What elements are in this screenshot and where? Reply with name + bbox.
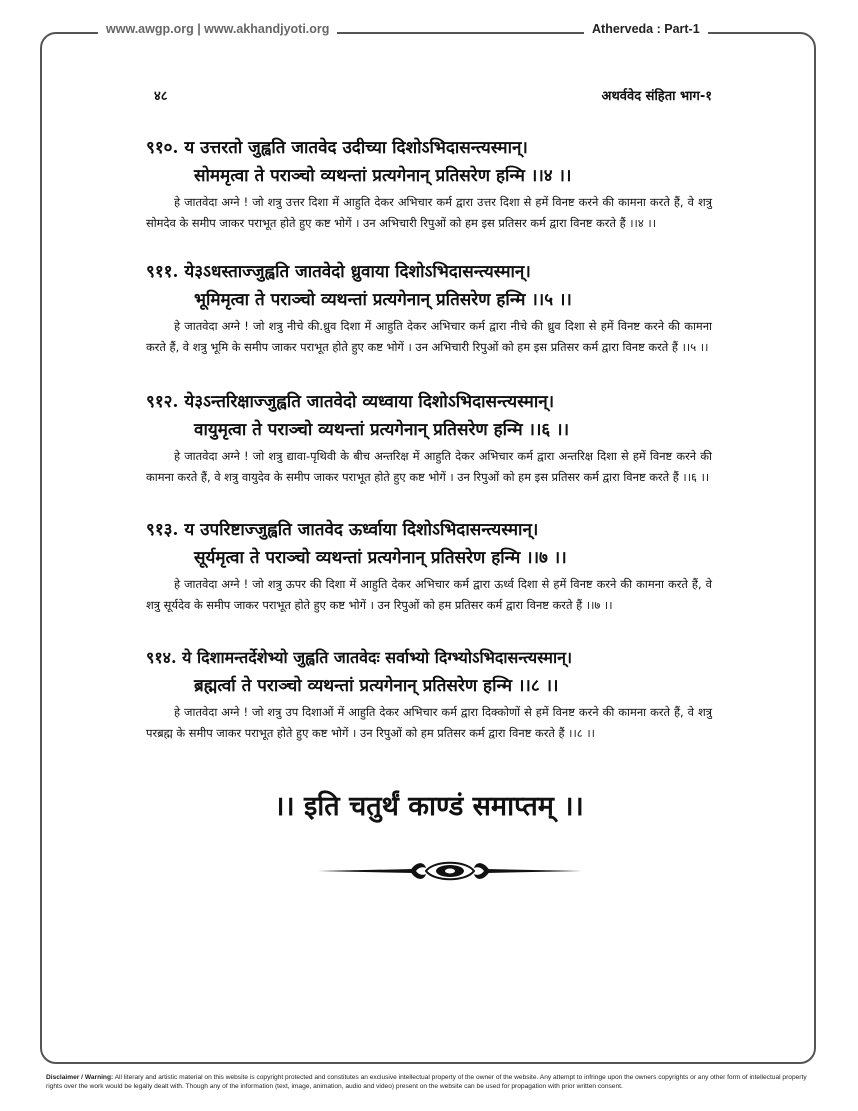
disclaimer-label: Disclaimer / Warning: (46, 1074, 114, 1081)
disclaimer-text: All literary and artistic material on this website is copyright protected and constitutes an exclusive intellectual property of the owner of the website. Any attempt to infringe upon the owners copyrights or any other form of intellectual property rights over the work would be legally dealt with. Though any of the information (text, image, animation, audio and video) present on the website can be used for propagation with prior written consent. (46, 1074, 807, 1090)
verse-translation: हे जातवेदा अग्ने ! जो शत्रु ऊपर की दिशा में आहुति देकर अभिचार कर्म द्वारा ऊर्ध्व दिशा से हमें विनष्ट करने की कामना करते हैं, वे शत्रु सूर्यदेव के समीप जाकर पराभूत होते हुए कष्ट भोगें । उन रिपुओं को हम प्रतिसर कर्म द्वारा विनष्ट करते हैं ।।७ ।। (146, 577, 712, 612)
verse-line-2: सूर्यमृत्वा ते पराञ्चो व्यथन्तां प्रत्यगेनान् प्रतिसरेण हन्मि ।।७ ।। (194, 548, 567, 568)
verse-line-2: ब्रह्मर्त्वा ते पराञ्चो व्यथन्तां प्रत्यगेनान् प्रतिसरेण हन्मि ।।८ ।। (194, 676, 559, 696)
verse-line-2: वायुमृत्वा ते पराञ्चो व्यथन्तां प्रत्यगेनान् प्रतिसरेण हन्मि ।।६ ।। (194, 420, 570, 440)
verse-line-1: ९१४. ये दिशामन्तर्देशेभ्यो जुह्वति जातवेदः सर्वाभ्यो दिग्भ्योऽभिदासन्त्यस्मान्। (146, 648, 573, 667)
verse-line-2: भूमिमृत्वा ते पराञ्चो व्यथन्तां प्रत्यगेनान् प्रतिसरेण हन्मि ।।५ ।। (194, 290, 572, 310)
verse-line-2: सोममृत्वा ते पराञ्चो व्यथन्तां प्रत्यगेनान् प्रतिसरेण हन्मि ।।४ ।। (194, 166, 572, 186)
ornament-divider-icon (318, 856, 582, 890)
kand-closing-title: ।। इति चतुर्थं काण्डं समाप्तम् ।। (274, 791, 584, 822)
verse-translation: हे जातवेदा अग्ने ! जो शत्रु उप दिशाओं में आहुति देकर अभिचार कर्म द्वारा दिक्कोणों से हमें विनष्ट करने की कामना करते हैं, वे शत्रु परब्रह्म के समीप जाकर पराभूत होते हुए कष्ट भोगें । उन रिपुओं को हम प्रतिसर कर्म द्वारा विनष्ट करते हैं ।।८ ।। (146, 705, 712, 740)
verse-911 (146, 258, 712, 358)
verse-translation: हे जातवेदा अग्ने ! जो शत्रु उत्तर दिशा में आहुति देकर अभिचार कर्म द्वारा उत्तर दिशा से हमें विनष्ट करने की कामना करते हैं, वे शत्रु सोमदेव के समीप जाकर पराभूत होते हुए कष्ट भोगें । उन अभिचारी रिपुओं को हम इस प्रतिसर कर्म द्वारा विनष्ट करते हैं ।।४ ।। (146, 195, 712, 230)
disclaimer (46, 1073, 818, 1091)
verse-914 (146, 644, 712, 744)
running-head: अथर्ववेद संहिता भाग-१ (601, 89, 712, 104)
verse-line-1: ९१०. य उत्तरतो जुह्वति जातवेद उदीच्या दिशोऽभिदासन्त्यस्मान्। (146, 138, 528, 158)
site-links[interactable]: www.awgp.org | www.akhandjyoti.org (98, 22, 337, 36)
page-number: ४८ (154, 89, 168, 104)
verse-line-1: ९११. ये३ऽधस्ताज्जुह्वति जातवेदो ध्रुवाया दिशोऽभिदासन्त्यस्मान्। (146, 262, 531, 282)
verse-line-1: ९१३. य उपरिष्टाज्जुह्वति जातवेद ऊर्ध्वाया दिशोऽभिदासन्त्यस्मान्। (146, 520, 539, 540)
verse-line-1: ९१२. ये३ऽन्तरिक्षाज्जुह्वति जातवेदो व्यध्वाया दिशोऽभिदासन्त्यस्मान्। (146, 392, 555, 412)
verse-912 (146, 388, 712, 488)
verse-913 (146, 516, 712, 616)
verse-translation: हे जातवेदा अग्ने ! जो शत्रु नीचे की.ध्रुव दिशा में आहुति देकर अभिचार कर्म द्वारा नीचे की ध्रुव दिशा से हमें विनष्ट करने की कामना करते हैं, वे शत्रु भूमि के समीप जाकर पराभूत होते हुए कष्ट भोगें । उन अभिचारी रिपुओं को हम इस प्रतिसर कर्म द्वारा विनष्ट करते हैं ।।५ ।। (146, 319, 712, 354)
verse-translation: हे जातवेदा अग्ने ! जो शत्रु द्यावा-पृथिवी के बीच अन्तरिक्ष में आहुति देकर अभिचार कर्म द्वारा अन्तरिक्ष दिशा से हमें विनष्ट करने की कामना करते हैं, वे शत्रु वायुदेव के समीप जाकर पराभूत होते हुए कष्ट भोगें । उन रिपुओं को हम इस प्रतिसर कर्म द्वारा विनष्ट करते हैं ।।६ ।। (146, 449, 712, 484)
verse-910 (146, 134, 712, 234)
book-title: Atherveda : Part-1 (584, 22, 708, 36)
